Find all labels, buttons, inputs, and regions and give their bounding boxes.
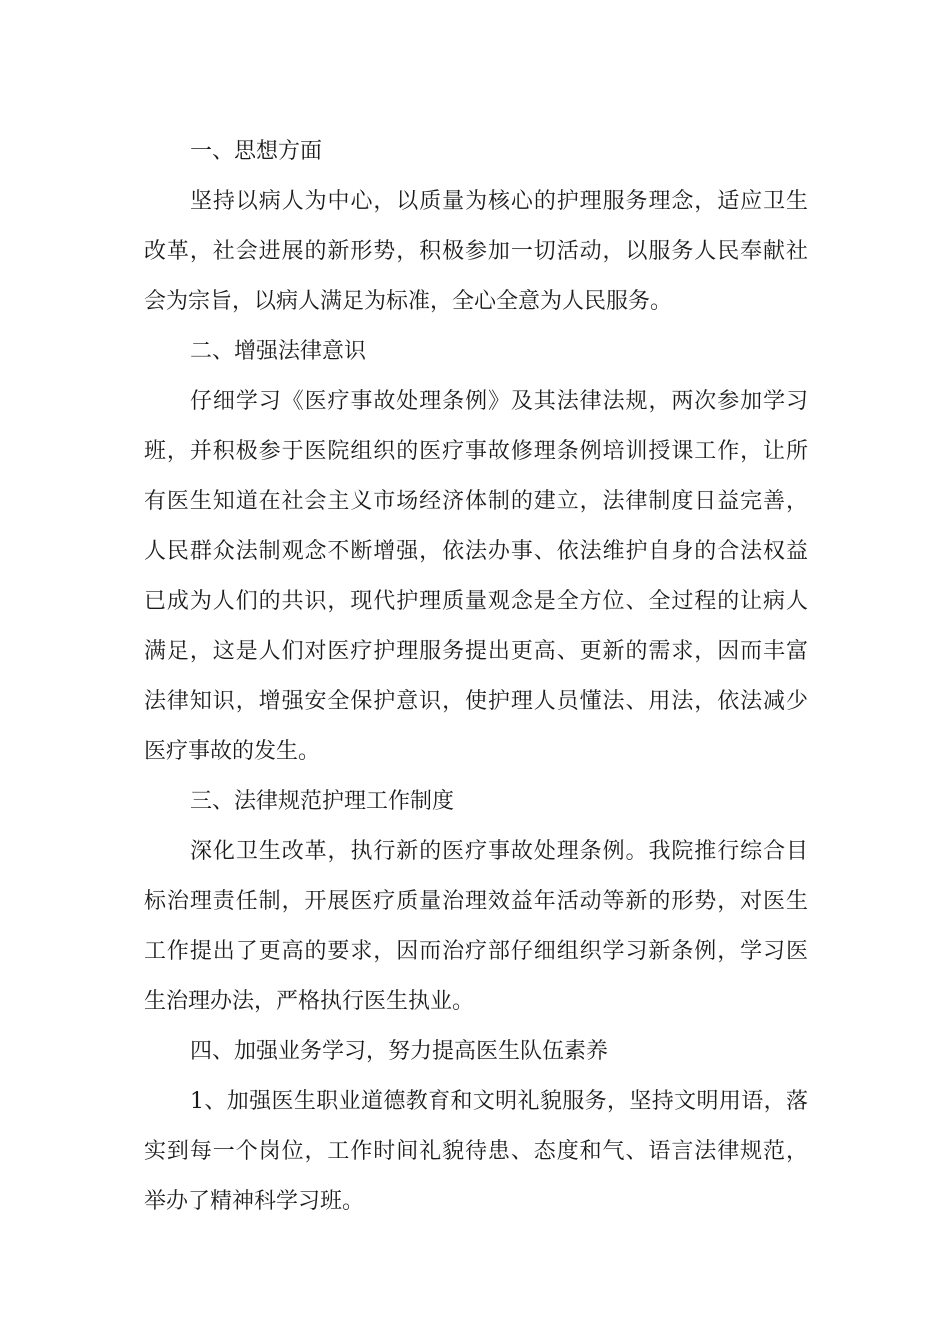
paragraph-line: 医疗事故的发生。 bbox=[144, 739, 321, 764]
paragraph-line: 1、加强医生职业道德教育和文明礼貌服务，坚持文明用语，落 bbox=[190, 1089, 808, 1114]
paragraph-line: 深化卫生改革，执行新的医疗事故处理条例。我院推行综合目 bbox=[190, 839, 808, 864]
document-body bbox=[144, 127, 808, 1227]
paragraph-line: 举办了精神科学习班。 bbox=[144, 1189, 365, 1214]
paragraph-line: 生治理办法，严格执行医生执业。 bbox=[144, 989, 475, 1014]
paragraph-line: 班，并积极参于医院组织的医疗事故修理条例培训授课工作，让所 bbox=[144, 439, 808, 464]
paragraph-line: 人民群众法制观念不断增强，依法办事、依法维护自身的合法权益 bbox=[144, 539, 808, 564]
section-heading: 一、思想方面 bbox=[190, 139, 323, 164]
paragraph-line: 已成为人们的共识，现代护理质量观念是全方位、全过程的让病人 bbox=[144, 589, 808, 614]
paragraph-line: 会为宗旨，以病人满足为标准，全心全意为人民服务。 bbox=[144, 289, 673, 314]
paragraph-line: 工作提出了更高的要求，因而治疗部仔细组织学习新条例，学习医 bbox=[144, 939, 808, 964]
paragraph-line: 实到每一个岗位，工作时间礼貌待患、态度和气、语言法律规范， bbox=[144, 1139, 808, 1164]
paragraph-line: 法律知识，增强安全保护意识，使护理人员懂法、用法，依法减少 bbox=[144, 689, 808, 714]
section-heading: 三、法律规范护理工作制度 bbox=[190, 789, 455, 814]
paragraph-line: 满足，这是人们对医疗护理服务提出更高、更新的需求，因而丰富 bbox=[144, 639, 808, 664]
paragraph-line: 有医生知道在社会主义市场经济体制的建立，法律制度日益完善， bbox=[144, 489, 808, 514]
section-heading: 二、增强法律意识 bbox=[190, 339, 367, 364]
section-heading: 四、加强业务学习，努力提高医生队伍素养 bbox=[190, 1039, 609, 1064]
paragraph-line: 仔细学习《医疗事故处理条例》及其法律法规，两次参加学习 bbox=[190, 389, 808, 414]
paragraph-line: 坚持以病人为中心，以质量为核心的护理服务理念，适应卫生 bbox=[190, 189, 808, 214]
paragraph-line: 标治理责任制，开展医疗质量治理效益年活动等新的形势，对医生 bbox=[144, 889, 808, 914]
paragraph-line: 改革，社会进展的新形势，积极参加一切活动，以服务人民奉献社 bbox=[144, 239, 808, 264]
